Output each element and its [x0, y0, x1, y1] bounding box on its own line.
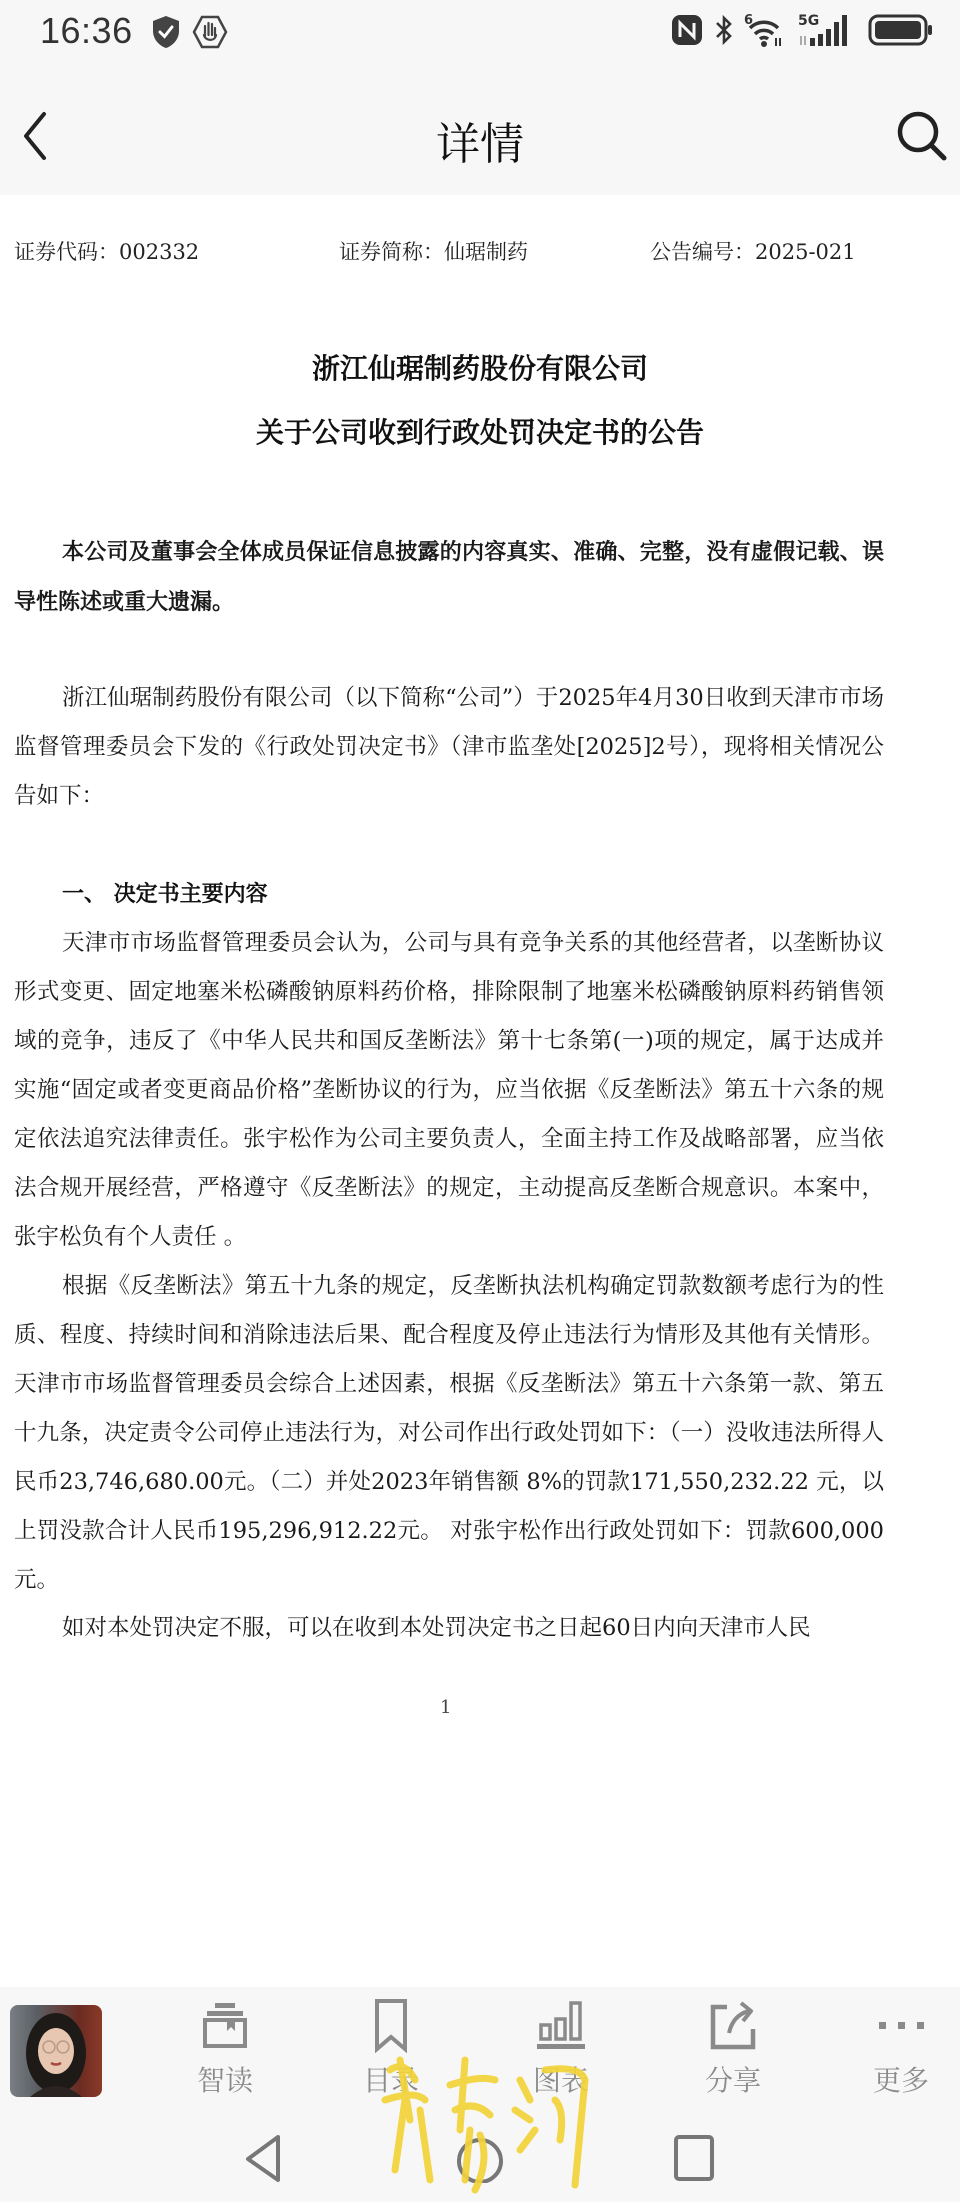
- ai-assistant-avatar[interactable]: [10, 2005, 102, 2097]
- toolbar-contents[interactable]: [336, 1997, 446, 2107]
- announcement-number: 公告编号：2025-021: [650, 240, 856, 264]
- page-title: 详情: [436, 119, 524, 170]
- share-icon: [705, 1997, 761, 2053]
- nav-home-icon: [455, 2133, 505, 2183]
- system-navigation-bar: [0, 2127, 960, 2202]
- more-dots-icon: [873, 1997, 929, 2053]
- document-viewer[interactable]: [0, 195, 960, 1987]
- nav-back-icon: [240, 2133, 284, 2183]
- document-title-company: 浙江仙琚制药股份有限公司: [311, 352, 648, 385]
- nav-back-button[interactable]: [240, 2133, 284, 2187]
- bottom-toolbar: [0, 1987, 960, 2202]
- battery-icon: [868, 13, 934, 47]
- nav-home-button[interactable]: [455, 2133, 505, 2187]
- wifi-6-icon: [744, 12, 788, 48]
- toolbar-label: 更多: [872, 2064, 929, 2097]
- document-title-subject: 关于公司收到行政处罚决定书的公告: [255, 416, 704, 449]
- section-paragraph-2: 根据《反垄断法》第五十九条的规定，反垄断执法机构确定罚款数额考虑行为的性质、程度、持续时间和消除违法后果、配合程度及停止违法行为情形及其他有关情形。天津市市场监督管理委员会综合上述因素，根据《反垄断法》第五十六条第一款、第五十九条，决定责令公司停止违法行为，对公司作出行政处罚如下：（一）没收违法所得人民币23,746,680.00元。（二）并处2023年销售额 8%的罚款171,550,232.22 元，以上罚没款合计人民币195,296,912.22元。 对张宇松作出行政处罚如下：罚款600,000元。: [14, 1273, 884, 1593]
- toolbar-label: 图表: [532, 2064, 589, 2097]
- top-chrome: [0, 0, 960, 195]
- search-icon: [894, 108, 950, 164]
- status-left-icons: [150, 14, 228, 50]
- toolbar-smart-read[interactable]: [170, 1997, 280, 2107]
- section-heading: 一、 决定书主要内容: [62, 882, 268, 907]
- search-button[interactable]: [894, 108, 950, 164]
- section-paragraph-1: 天津市市场监督管理委员会认为，公司与具有竞争关系的其他经营者，以垄断协议形式变更、固定地塞米松磷酸钠原料药价格，排除限制了地塞米松磷酸钠原料药销售领域的竞争，违反了《中华人民共和国反垄断法》第十七条第(一)项的规定，属于达成并实施“固定或者变更商品价格”垄断协议的行为，应当依据《反垄断法》第五十六条的规定依法追究法律责任。张宇松作为公司主要负责人，全面主持工作及战略部署，应当依法合规开展经营，严格遵守《反垄断法》的规定，主动提高反垄断合规意识。本案中，张宇松负有个人责任 。: [14, 930, 884, 1250]
- toolbar-more[interactable]: [846, 1997, 956, 2107]
- shield-check-icon: [150, 14, 182, 50]
- bookmark-icon: [363, 1997, 419, 2053]
- avatar-portrait: [10, 2005, 102, 2097]
- nav-recents-button[interactable]: [672, 2133, 716, 2187]
- hand-stop-icon: [192, 14, 228, 50]
- status-right-icons: [670, 12, 934, 48]
- bluetooth-icon: [714, 13, 734, 47]
- toolbar-label: 分享: [704, 2064, 761, 2097]
- svg-text:5G: 5G: [798, 13, 820, 29]
- section-paragraph-3: 如对本处罚决定不服，可以在收到本处罚决定书之日起60日内向天津市人民: [62, 1615, 811, 1641]
- intro-paragraph: 浙江仙琚制药股份有限公司（以下简称“公司”）于2025年4月30日收到天津市市场监督管理委员会下发的《行政处罚决定书》（津市监垄处[2025]2号），现将相关情况公告如下：: [14, 685, 884, 809]
- toolbar-label: 智读: [196, 2064, 253, 2097]
- security-code: 证券代码：002332: [14, 240, 200, 264]
- toolbar-charts[interactable]: [506, 1997, 616, 2107]
- svg-text:6: 6: [744, 13, 754, 28]
- bar-chart-icon: [533, 1997, 589, 2053]
- disclosure-statement: 本公司及董事会全体成员保证信息披露的内容真实、准确、完整，没有虚假记载、误导性陈述或重大遗漏。: [14, 540, 884, 615]
- toolbar-label: 目录: [362, 2064, 419, 2097]
- toolbar-share[interactable]: [678, 1997, 788, 2107]
- nav-recents-icon: [672, 2133, 716, 2183]
- page-number: 1: [440, 1697, 452, 1718]
- 5g-signal-icon: [798, 12, 858, 48]
- smart-read-icon: [197, 1997, 253, 2053]
- status-time: 16:36: [40, 10, 133, 51]
- nfc-icon: [670, 13, 704, 47]
- security-short-name: 证券简称：仙琚制药: [339, 240, 528, 264]
